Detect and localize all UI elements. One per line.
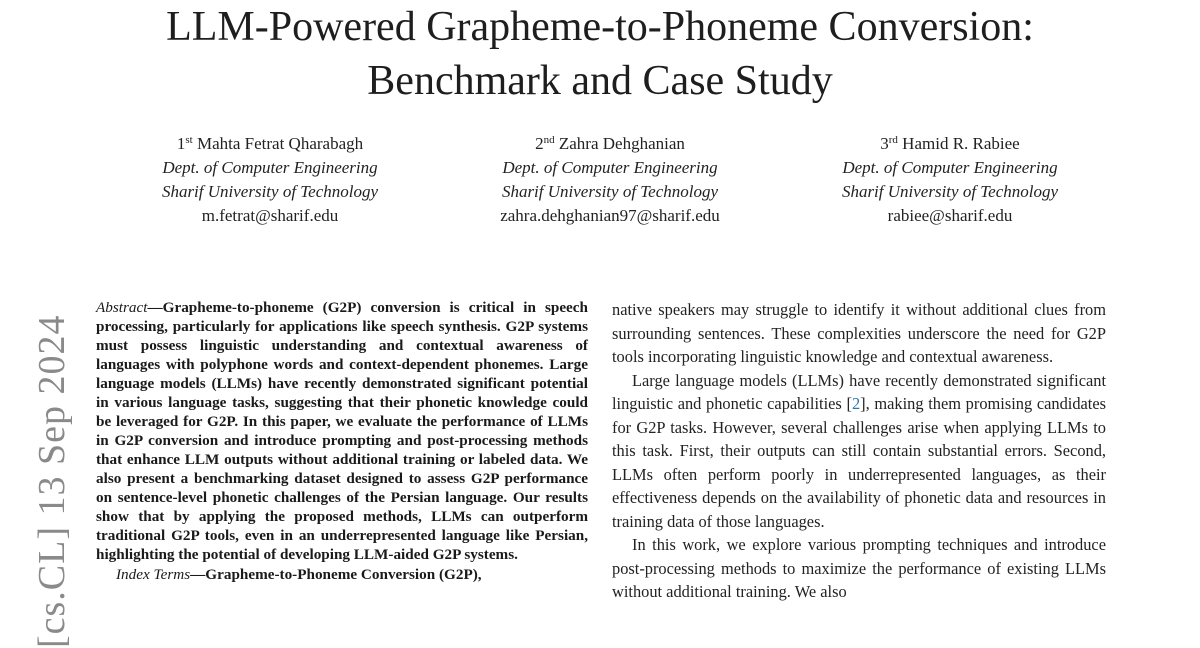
author-1 [110,132,430,228]
author-1-email[interactable]: m.fetrat@sharif.edu [201,206,339,225]
intro-paragraph-2 [612,369,1106,534]
abstract-text: —Grapheme-to-phoneme (G2P) conversion is critical in speech processing, particularly for applications like speech synthesis. G2P systems must possess linguistic understanding and contextual awareness of languages with polyphone words and context-dependent phonemes. Large language models (LLMs) have recently demonstrated significant potential in various language tasks, suggesting that their phonetic knowledge could be leveraged for G2P. In this paper, we evaluate the performance of LLMs in G2P conversion and introduce prompting and post-processing methods that enhance LLM outputs without additional training or labeled data. We also present a benchmarking dataset designed to assess G2P performance on sentence-level phonetic challenges of the Persian language. Our results show that by applying the proposed methods, LLMs can outperform traditional G2P tools, even in an underrepresented language like Persian, highlighting the potential of developing LLM-aided G2P systems. [96,299,588,563]
author-1-name: Mahta Fetrat Qharabagh [196,134,364,153]
intro-paragraph-2-start: Large language models (LLMs) have recently demonstrated significant linguistic and phonetic capabilities [ [612,370,1106,413]
author-2-univ: Sharif University of Technology [501,182,719,201]
author-2 [450,132,770,228]
author-3-dept: Dept. of Computer Engineering [842,158,1058,177]
author-3-ordinal-suffix: rd [888,134,898,146]
author-2-ordinal: 2 [535,134,544,153]
paper-title [0,0,1200,108]
author-1-ordinal: 1 [176,134,186,153]
author-2-dept: Dept. of Computer Engineering [502,158,718,177]
author-1-ordinal-suffix: st [185,134,193,146]
citation-link[interactable]: 2 [851,394,861,413]
index-terms-label: Index Terms [116,566,191,583]
index-terms-paragraph [96,565,588,584]
author-1-dept: Dept. of Computer Engineering [162,158,378,177]
intro-paragraph-1: native speakers may struggle to identify it without additional clues from surrounding sentences. These complexities underscore the need for G2P tools incorporating linguistic knowledge and contextual awareness. [612,300,1106,366]
title-line-2: Benchmark and Case Study [367,58,833,104]
author-2-name: Zahra Dehghanian [558,134,685,153]
abstract-label: Abstract [96,299,148,316]
author-2-email[interactable]: zahra.dehghanian97@sharif.edu [500,206,720,225]
abstract-paragraph [96,298,588,564]
intro-column [612,298,1106,604]
author-3 [790,132,1110,228]
arxiv-side-stamp: [cs.CL] 13 Sep 2024 [31,314,73,648]
author-3-ordinal: 3 [880,134,889,153]
author-3-name: Hamid R. Rabiee [902,134,1020,153]
index-terms-text: —Grapheme-to-Phoneme Conversion (G2P), [190,566,482,583]
intro-paragraph-3: In this work, we explore various prompting techniques and introduce post-processing methods to maximize the performance of existing LLMs without additional training. We also [612,535,1106,601]
author-block [110,132,1110,228]
title-line-1: LLM-Powered Grapheme-to-Phoneme Conversion: [166,4,1034,50]
abstract-column [96,298,588,584]
intro-paragraph-2-end: ], making them promising candidates for G2P tasks. However, several challenges arise when applying LLMs to this task. First, their outputs can still contain substantial errors. Second, LLMs often perform poorly in underrepresented languages, as their effectiveness depends on the availability of phonetic data and resources in training data of those languages. [612,394,1106,531]
author-3-univ: Sharif University of Technology [841,182,1059,201]
author-1-univ: Sharif University of Technology [161,182,379,201]
author-3-email[interactable]: rabiee@sharif.edu [887,206,1013,225]
author-2-ordinal-suffix: nd [543,134,555,146]
